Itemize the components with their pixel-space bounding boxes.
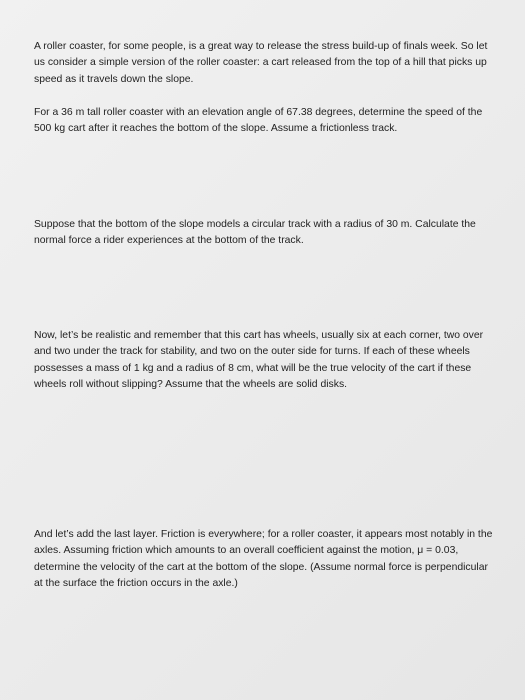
- question-wheels-paragraph: Now, let’s be realistic and remember that this cart has wheels, usually six at each corner, two over and two under the track for stability, and two on the outer side for turns. If each of these wheels possesses a mass of 1 kg and a radius of 8 cm, what will be the true velocity of the cart if these wheels roll without slipping? Assume that the wheels are solid disks.: [34, 330, 484, 390]
- question-normal-force-paragraph: Suppose that the bottom of the slope models a circular track with a radius of 30 m. Calculate the normal force a rider experiences at the bottom of the track.: [34, 219, 476, 247]
- intro-paragraph: A roller coaster, for some people, is a great way to release the stress build-up of finals week. So let us consider a simple version of the roller coaster: a cart released from the top of a hill that picks up speed as it travels down the slope.: [34, 41, 488, 85]
- question-friction-paragraph: And let’s add the last layer. Friction is everywhere; for a roller coaster, it appears most notably in the axles. Assuming friction which amounts to an overall coefficient against the motion, μ = 0.03, determine the velocity of the cart at the bottom of the slope. (Assume normal force is perpendicular at the surface the friction occurs in the axle.): [34, 529, 493, 589]
- question-speed-paragraph: For a 36 m tall roller coaster with an elevation angle of 67.38 degrees, determine the speed of the 500 kg cart after it reaches the bottom of the slope. Assume a frictionless track.: [34, 107, 483, 135]
